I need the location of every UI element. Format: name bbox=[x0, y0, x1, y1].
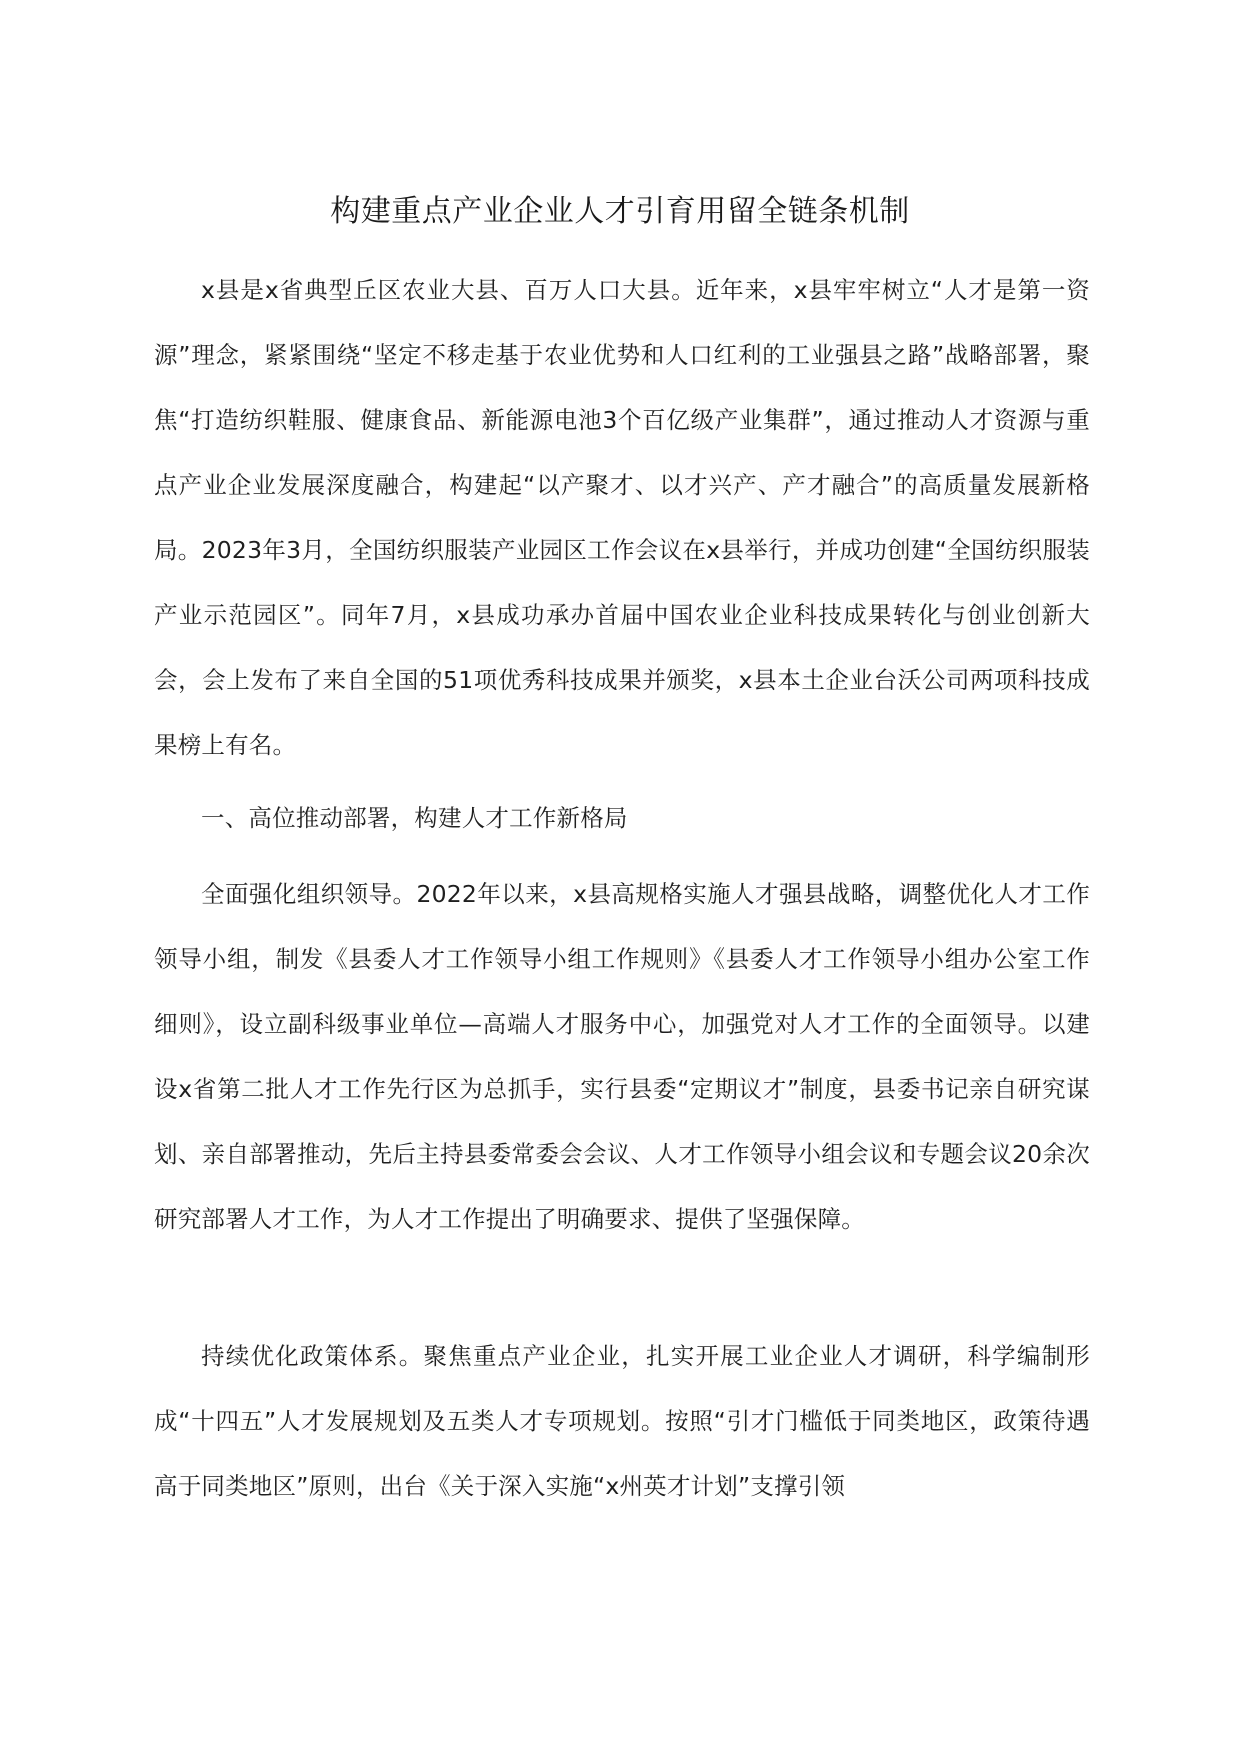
paragraph-org-leadership: 全面强化组织领导。2022年以来，x县高规格实施人才强县战略，调整优化人才工作领导小组，制发《县委人才工作领导小组工作规则》《县委人才工作领导小组办公室工作细则》，设立副科级事业单位—高端人才服务中心，加强党对人才工作的全面领导。以建设x省第二批人才工作先行区为总抓手，实行县委“定期议才”制度，县委书记亲自研究谋划、亲自部署推动，先后主持县委常委会会议、人才工作领导小组会议和专题会议20余次研究部署人才工作，为人才工作提出了明确要求、提供了坚强保障。 bbox=[154, 880, 1090, 1233]
paragraph-intro: x县是x省典型丘区农业大县、百万人口大县。近年来，x县牢牢树立“人才是第一资源”理念，紧紧围绕“坚定不移走基于农业优势和人口红利的工业强县之路”战略部署，聚焦“打造纺织鞋服、健康食品、新能源电池3个百亿级产业集群”，通过推动人才资源与重点产业企业发展深度融合，构建起“以产聚才、以才兴产、产才融合”的高质量发展新格局。2023年3月，全国纺织服装产业园区工作会议在x县举行，并成功创建“全国纺织服装产业示范园区”。同年7月，x县成功承办首届中国农业企业科技成果转化与创业创新大会，会上发布了来自全国的51项优秀科技成果并颁奖，x县本土企业台沃公司两项科技成果榜上有名。 bbox=[154, 276, 1090, 759]
paragraph-policy-system: 持续优化政策体系。聚焦重点产业企业，扎实开展工业企业人才调研，科学编制形成“十四五”人才发展规划及五类人才专项规划。按照“引才门槛低于同类地区，政策待遇高于同类地区”原则，出台《关于深入实施“x州英才计划”支撑引领 bbox=[154, 1342, 1090, 1500]
body-section-intro bbox=[154, 258, 1090, 778]
section-heading: 一、高位推动部署，构建人才工作新格局 bbox=[201, 804, 628, 832]
body-section-org-leadership bbox=[154, 862, 1090, 1252]
body-section-policy-system bbox=[154, 1324, 1090, 1519]
document-title: 构建重点产业企业人才引育用留全链条机制 bbox=[330, 194, 910, 229]
body-section-heading-1 bbox=[154, 786, 1090, 851]
